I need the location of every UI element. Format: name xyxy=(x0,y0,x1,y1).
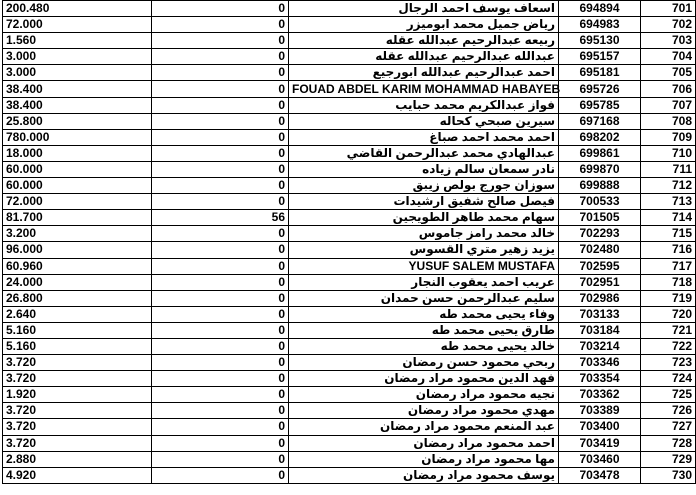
name-cell: طارق يحيى محمد طه xyxy=(289,322,559,338)
id-cell: 703362 xyxy=(559,387,641,403)
table-row xyxy=(3,97,696,113)
table-row xyxy=(3,161,696,177)
sequence-cell: 721 xyxy=(641,322,696,338)
table-row xyxy=(3,33,696,49)
name-cell: احمد محمد احمد صباغ xyxy=(289,129,559,145)
count-cell: 0 xyxy=(152,129,289,145)
name-cell: اسعاف يوسف احمد الرجال xyxy=(289,1,559,17)
id-cell: 703478 xyxy=(559,467,641,483)
amount-cell: 1.920 xyxy=(3,387,152,403)
id-cell: 703400 xyxy=(559,419,641,435)
name-cell: ربحي محمود حسن رمضان xyxy=(289,355,559,371)
sequence-cell: 713 xyxy=(641,194,696,210)
name-cell: احمد محمود مراد رمضان xyxy=(289,435,559,451)
name-cell: سليم عبدالرحمن حسن حمدان xyxy=(289,290,559,306)
name-cell: FOUAD ABDEL KARIM MOHAMMAD HABAYEB xyxy=(289,81,559,97)
count-cell: 0 xyxy=(152,338,289,354)
table-row xyxy=(3,17,696,33)
amount-cell: 72.000 xyxy=(3,194,152,210)
sequence-cell: 726 xyxy=(641,403,696,419)
count-cell: 0 xyxy=(152,178,289,194)
sequence-cell: 707 xyxy=(641,97,696,113)
table-row xyxy=(3,129,696,145)
amount-cell: 96.000 xyxy=(3,242,152,258)
sequence-cell: 728 xyxy=(641,435,696,451)
count-cell: 0 xyxy=(152,274,289,290)
sequence-cell: 724 xyxy=(641,371,696,387)
id-cell: 695130 xyxy=(559,33,641,49)
id-cell: 695181 xyxy=(559,65,641,81)
sequence-cell: 725 xyxy=(641,387,696,403)
count-cell: 0 xyxy=(152,1,289,17)
amount-cell: 5.160 xyxy=(3,322,152,338)
name-cell: فهد الدين محمود مراد رمضان xyxy=(289,371,559,387)
name-cell: وفاء يحيى محمد طه xyxy=(289,306,559,322)
amount-cell: 3.720 xyxy=(3,403,152,419)
records-table-body xyxy=(3,1,696,484)
table-row xyxy=(3,113,696,129)
amount-cell: 18.000 xyxy=(3,145,152,161)
table-row xyxy=(3,435,696,451)
id-cell: 703419 xyxy=(559,435,641,451)
count-cell: 0 xyxy=(152,451,289,467)
table-row xyxy=(3,306,696,322)
sequence-cell: 714 xyxy=(641,210,696,226)
amount-cell: 1.560 xyxy=(3,33,152,49)
name-cell: احمد عبدالرحيم عبدالله ابورجيع xyxy=(289,65,559,81)
id-cell: 703460 xyxy=(559,451,641,467)
sequence-cell: 710 xyxy=(641,145,696,161)
count-cell: 0 xyxy=(152,419,289,435)
table-row xyxy=(3,274,696,290)
name-cell: نجيه محمود مراد رمضان xyxy=(289,387,559,403)
amount-cell: 38.400 xyxy=(3,81,152,97)
name-cell: عبدالهادي محمد عبدالرحمن القاضي xyxy=(289,145,559,161)
sequence-cell: 711 xyxy=(641,161,696,177)
id-cell: 695157 xyxy=(559,49,641,65)
amount-cell: 3.720 xyxy=(3,435,152,451)
amount-cell: 72.000 xyxy=(3,17,152,33)
count-cell: 0 xyxy=(152,242,289,258)
amount-cell: 26.800 xyxy=(3,290,152,306)
name-cell: سوزان جورج بولص زيبق xyxy=(289,178,559,194)
table-row xyxy=(3,81,696,97)
count-cell: 56 xyxy=(152,210,289,226)
sequence-cell: 718 xyxy=(641,274,696,290)
name-cell: فيصل صالح شفيق ارشيدات xyxy=(289,194,559,210)
name-cell: عبد المنعم محمود مراد رمضان xyxy=(289,419,559,435)
table-row xyxy=(3,322,696,338)
table-row xyxy=(3,145,696,161)
sequence-cell: 705 xyxy=(641,65,696,81)
sequence-cell: 722 xyxy=(641,338,696,354)
amount-cell: 60.000 xyxy=(3,178,152,194)
amount-cell: 24.000 xyxy=(3,274,152,290)
sequence-cell: 716 xyxy=(641,242,696,258)
count-cell: 0 xyxy=(152,387,289,403)
name-cell: فواز عبدالكريم محمد حبايب xyxy=(289,97,559,113)
amount-cell: 38.400 xyxy=(3,97,152,113)
name-cell: رياض جميل محمد ابوميزر xyxy=(289,17,559,33)
sequence-cell: 702 xyxy=(641,17,696,33)
name-cell: مها محمود مراد رمضان xyxy=(289,451,559,467)
name-cell: سهام محمد طاهر الطويجين xyxy=(289,210,559,226)
amount-cell: 25.800 xyxy=(3,113,152,129)
count-cell: 0 xyxy=(152,17,289,33)
amount-cell: 3.000 xyxy=(3,65,152,81)
name-cell: خالد محمد رامز جاموس xyxy=(289,226,559,242)
table-row xyxy=(3,258,696,274)
amount-cell: 3.000 xyxy=(3,49,152,65)
sequence-cell: 720 xyxy=(641,306,696,322)
amount-cell: 5.160 xyxy=(3,338,152,354)
id-cell: 697168 xyxy=(559,113,641,129)
sequence-cell: 709 xyxy=(641,129,696,145)
count-cell: 0 xyxy=(152,290,289,306)
table-row xyxy=(3,467,696,483)
name-cell: مهدي محمود مراد رمضان xyxy=(289,403,559,419)
count-cell: 0 xyxy=(152,371,289,387)
id-cell: 701505 xyxy=(559,210,641,226)
id-cell: 694983 xyxy=(559,17,641,33)
sequence-cell: 715 xyxy=(641,226,696,242)
table-row xyxy=(3,226,696,242)
count-cell: 0 xyxy=(152,97,289,113)
amount-cell: 200.480 xyxy=(3,1,152,17)
table-row xyxy=(3,49,696,65)
count-cell: 0 xyxy=(152,33,289,49)
id-cell: 702986 xyxy=(559,290,641,306)
table-row xyxy=(3,419,696,435)
sequence-cell: 727 xyxy=(641,419,696,435)
sequence-cell: 703 xyxy=(641,33,696,49)
sequence-cell: 717 xyxy=(641,258,696,274)
id-cell: 702480 xyxy=(559,242,641,258)
id-cell: 702293 xyxy=(559,226,641,242)
sequence-cell: 719 xyxy=(641,290,696,306)
count-cell: 0 xyxy=(152,81,289,97)
id-cell: 703214 xyxy=(559,338,641,354)
amount-cell: 4.920 xyxy=(3,467,152,483)
id-cell: 699888 xyxy=(559,178,641,194)
count-cell: 0 xyxy=(152,467,289,483)
id-cell: 703346 xyxy=(559,355,641,371)
table-row xyxy=(3,338,696,354)
count-cell: 0 xyxy=(152,306,289,322)
id-cell: 698202 xyxy=(559,129,641,145)
table-row xyxy=(3,387,696,403)
id-cell: 702951 xyxy=(559,274,641,290)
id-cell: 694894 xyxy=(559,1,641,17)
sequence-cell: 706 xyxy=(641,81,696,97)
name-cell: ربيعه عبدالرحيم عبدالله عقله xyxy=(289,33,559,49)
sequence-cell: 729 xyxy=(641,451,696,467)
amount-cell: 81.700 xyxy=(3,210,152,226)
count-cell: 0 xyxy=(152,355,289,371)
table-row xyxy=(3,1,696,17)
name-cell: YUSUF SALEM MUSTAFA xyxy=(289,258,559,274)
name-cell: سيرين صبحي كحاله xyxy=(289,113,559,129)
id-cell: 703133 xyxy=(559,306,641,322)
count-cell: 0 xyxy=(152,258,289,274)
sequence-cell: 712 xyxy=(641,178,696,194)
amount-cell: 780.000 xyxy=(3,129,152,145)
id-cell: 702595 xyxy=(559,258,641,274)
count-cell: 0 xyxy=(152,145,289,161)
amount-cell: 3.200 xyxy=(3,226,152,242)
records-table xyxy=(2,0,696,484)
count-cell: 0 xyxy=(152,322,289,338)
amount-cell: 60.000 xyxy=(3,161,152,177)
count-cell: 0 xyxy=(152,403,289,419)
table-row xyxy=(3,194,696,210)
sequence-cell: 723 xyxy=(641,355,696,371)
table-row xyxy=(3,451,696,467)
name-cell: عريب احمد يعقوب النجار xyxy=(289,274,559,290)
amount-cell: 60.960 xyxy=(3,258,152,274)
name-cell: خالد يحيى محمد طه xyxy=(289,338,559,354)
table-row xyxy=(3,242,696,258)
count-cell: 0 xyxy=(152,161,289,177)
count-cell: 0 xyxy=(152,226,289,242)
table-row xyxy=(3,210,696,226)
name-cell: عبدالله عبدالرحيم عبدالله عقله xyxy=(289,49,559,65)
count-cell: 0 xyxy=(152,113,289,129)
sequence-cell: 701 xyxy=(641,1,696,17)
amount-cell: 2.880 xyxy=(3,451,152,467)
sequence-cell: 730 xyxy=(641,467,696,483)
amount-cell: 2.640 xyxy=(3,306,152,322)
sequence-cell: 708 xyxy=(641,113,696,129)
name-cell: يزيد زهير متري القسوس xyxy=(289,242,559,258)
name-cell: يوسف محمود مراد رمضان xyxy=(289,467,559,483)
id-cell: 699861 xyxy=(559,145,641,161)
amount-cell: 3.720 xyxy=(3,419,152,435)
table-row xyxy=(3,290,696,306)
table-row xyxy=(3,403,696,419)
count-cell: 0 xyxy=(152,435,289,451)
id-cell: 695785 xyxy=(559,97,641,113)
name-cell: نادر سمعان سالم زياده xyxy=(289,161,559,177)
id-cell: 703184 xyxy=(559,322,641,338)
table-row xyxy=(3,178,696,194)
table-row xyxy=(3,355,696,371)
count-cell: 0 xyxy=(152,194,289,210)
id-cell: 699870 xyxy=(559,161,641,177)
sequence-cell: 704 xyxy=(641,49,696,65)
table-row xyxy=(3,65,696,81)
count-cell: 0 xyxy=(152,49,289,65)
id-cell: 703389 xyxy=(559,403,641,419)
amount-cell: 3.720 xyxy=(3,371,152,387)
count-cell: 0 xyxy=(152,65,289,81)
id-cell: 703354 xyxy=(559,371,641,387)
amount-cell: 3.720 xyxy=(3,355,152,371)
id-cell: 700533 xyxy=(559,194,641,210)
table-row xyxy=(3,371,696,387)
id-cell: 695726 xyxy=(559,81,641,97)
